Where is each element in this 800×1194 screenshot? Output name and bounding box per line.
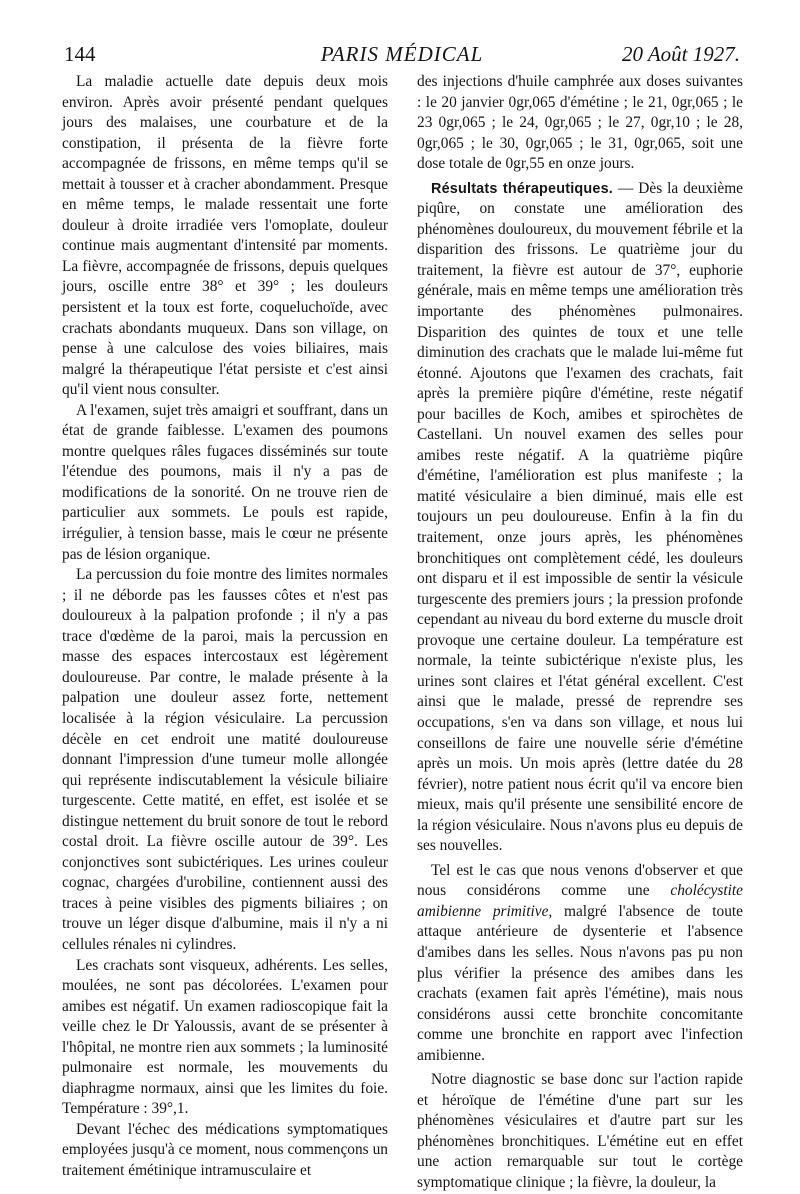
left-column <box>62 72 388 1182</box>
paragraph-liver-percussion: La percussion du foie montre des limites normales ; il ne déborde pas les fausses côtes et n'est pas douloureux à la palpation profonde ; il n'y a pas trace d'œdème de la paroi, mais la percussion en masse des espaces intercostaux est légèrement douloureuse. Par contre, le malade présente à la palpation une douleur assez forte, nettement localisée à la région vésiculaire. La percussion décèle en cet endroit une matité douloureuse donnant l'impression d'une tumeur molle allongée qui représente indiscutablement la vésicule biliaire turgescente. Cette matité, en effet, est isolée et se distingue nettement du bruit sonore de tout le rebord costal droit. La fièvre oscille autour de 39°. Les conjonctives sont subictériques. Les urines couleur cognac, chargées d'urobiline, contiennent aussi des traces à peine visibles des pigments biliaires ; on trouve un léger disque d'albumine, mais il n'y a ni cellules rénales ni cylindres. <box>62 566 388 953</box>
case-diagnosis-term: cholécystite amibienne primitive, <box>417 882 743 920</box>
page-number: 144 <box>64 42 96 66</box>
paragraph-examination: A l'examen, sujet très amaigri et souffrant, dans un état de grande faiblesse. L'examen des poumons montre quelques râles fugaces disséminés sur toute l'étendue des poumons, mais il n'y a pas de modifications de la sonorité. On ne trouve rien de particulier aux sommets. Le pouls est rapide, irrégulier, à tension basse, mais le cœur ne présente pas de lésion organique. <box>62 401 388 563</box>
right-column <box>417 72 743 1194</box>
case-text-end: malgré l'absence de toute attaque antérieure de dysenterie et l'absence d'amibes dans les selles. Nous n'avons pas pu non plus vérifier la présence des amibes dans les crachats (examen fait après l'émétine), mais nous considérons aussi cette bronchite concomitante comme une bronchite en rapport avec l'infection amibienne. <box>417 902 743 1064</box>
paragraph-results <box>417 179 743 857</box>
paragraph-treatment-start: Devant l'échec des médications symptomatiques employées jusqu'à ce moment, nous commençons un traitement émétinique intramusculaire et <box>62 1120 388 1179</box>
journal-title: PARIS MÉDICAL <box>320 42 484 66</box>
paragraph-diagnosis-case <box>417 861 743 1066</box>
issue-date: 20 Août 1927. <box>621 42 740 66</box>
page-header <box>64 39 740 69</box>
paragraph-injection-doses: des injections d'huile camphrée aux doses suivantes : le 20 janvier 0gr,065 d'émétine ; le 21, 0gr,065 ; le 23 0gr,065 ; le 24, 0gr,065 ; le 27, 0gr,10 ; le 28, 0gr,065 ; le 30, 0gr,065 ; le 31, 0gr,065, soit une dose totale de 0gr,55 en onze jours. <box>417 73 743 173</box>
paragraph-sputum-stool: Les crachats sont visqueux, adhérents. Les selles, moulées, ne sont pas décolorées. L'examen pour amibes est négatif. Un examen radioscopique fait la veille chez le Dr Yaloussis, avant de se présenter à l'hôpital, ne montre rien aux sommets ; la luminosité pulmonaire est normale, les mouvements du diaphragme normaux, ainsi que les limites du foie. Température : 39°,1. <box>62 956 388 1118</box>
section-heading-results: Résultats thérapeutiques. <box>431 180 614 197</box>
case-text-start: Tel est le cas que nous venons d'observer et que nous considérons comme une <box>417 861 743 900</box>
paragraph-diagnosis-basis: Notre diagnostic se base donc sur l'action rapide et héroïque de l'émétine d'une part sur les phénomènes vésiculaires et d'autre part sur les phénomènes bronchitiques. L'émétine eut en effet une action remarquable sur tout le cortège symptomatique clinique ; la fièvre, la douleur, la <box>417 1071 743 1191</box>
results-text: — Dès la deuxième piqûre, on constate une amélioration des phénomènes douloureux, du mouvement fébrile et la disparition des frissons. Le quatrième jour du traitement, la fièvre est autour de 37°, euphorie générale, mais en même temps une amélioration très importante des phénomènes pulmonaires. Disparition des quintes de toux et une telle diminution des crachats que le malade lui-même fut étonné. Ajoutons que l'examen des crachats, fait après la première piqûre d'émétine, reste négatif pour bacilles de Koch, amibes et spirochètes de Castellani. Un nouvel examen des selles pour amibes reste négatif. A la quatrième piqûre d'émétine, l'amélioration est plus manifeste ; la matité vésiculaire a bien diminué, mais elle est toujours un peu douloureuse. Enfin à la fin du traitement, onze jours après, les phénomènes bronchitiques ont complètement cédé, les douleurs ont disparu et il est impossible de sentir la vésicule turgescente des premiers jours ; la pression profonde cependant au niveau du bord externe du muscle droit provoque une certaine douleur. La température est normale, la teinte subictérique n'existe plus, les urines sont claires et l'état général excellent. C'est ainsi que le malade, pressé de reprendre ses occupations, s'en va dans son village, et nous lui conseillons de faire une nouvelle série d'émétine après un mois. Un mois après (lettre datée du 28 février), notre patient nous écrit qu'il va encore bien mieux, mais qu'il présente une sensibilité encore de la région vésiculaire. Nous n'avons plus eu depuis de ses nouvelles. <box>417 179 743 855</box>
paragraph-illness-history: La maladie actuelle date depuis deux mois environ. Après avoir présenté pendant quelques jours des malaises, une courbature et de la constipation, il présenta de la fièvre forte accompagnée de frissons, en même temps qu'il se mettait à tousser et à cracher abondamment. Presque en même temps, le malade ressentait une forte douleur à droite irradiée vers l'omoplate, douleur continue mais augmentant d'intensité par moments. La fièvre, accompagnée de frissons, depuis quelques jours, oscille entre 38° et 39° ; les douleurs persistent et la toux est forte, coqueluchoïde, avec crachats abondants muqueux. Dans son village, on pense à une calculose des voies biliaires, mais malgré la thérapeutique l'état persiste et c'est ainsi qu'il vient nous consulter. <box>62 73 388 399</box>
